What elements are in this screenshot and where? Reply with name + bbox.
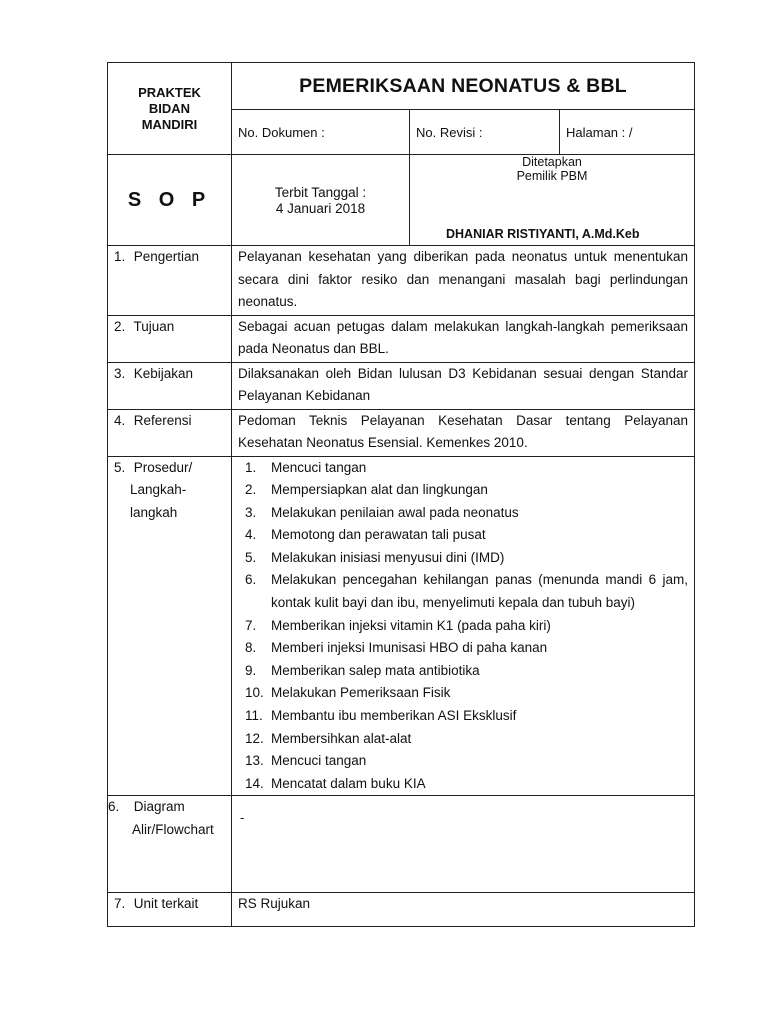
step-number: 11. bbox=[245, 708, 263, 724]
procedure-step bbox=[232, 773, 694, 796]
step-text: Memberikan salep mata antibiotika bbox=[271, 662, 480, 678]
step-text: Mencuci tangan bbox=[271, 459, 367, 475]
signatory-name: DHANIAR RISTIYANTI, A.Md.Keb bbox=[446, 227, 640, 241]
row-label-text: Pengertian bbox=[133, 249, 200, 264]
diagram-text: - bbox=[232, 796, 695, 893]
step-number: 2. bbox=[245, 482, 257, 498]
ditetapkan-cell bbox=[410, 155, 695, 246]
procedure-steps-list bbox=[232, 457, 694, 796]
step-number: 8. bbox=[245, 640, 257, 656]
terbit-label: Terbit Tanggal : bbox=[274, 185, 367, 200]
procedure-step bbox=[232, 728, 694, 751]
tujuan-text: Sebagai acuan petugas dalam melakukan langkah-langkah pemeriksaan pada Neonatus dan BBL. bbox=[232, 315, 695, 362]
row-label-prosedur bbox=[108, 456, 232, 796]
document-title: PEMERIKSAAN NEONATUS & BBL bbox=[232, 63, 695, 110]
step-text: Memberi injeksi Imunisasi HBO di paha kanan bbox=[271, 640, 548, 656]
step-text: Melakukan Pemeriksaan Fisik bbox=[271, 685, 451, 701]
step-text: Memberikan injeksi vitamin K1 (pada paha kiri) bbox=[271, 617, 551, 633]
row-label-text: Langkah- bbox=[130, 482, 187, 497]
row-number: 1. bbox=[114, 249, 126, 264]
row-number: 4. bbox=[114, 412, 126, 428]
step-number: 4. bbox=[245, 527, 257, 543]
row-label-text: Diagram bbox=[133, 799, 185, 815]
procedure-step bbox=[232, 569, 694, 614]
step-text: Mempersiapkan alat dan lingkungan bbox=[271, 482, 488, 498]
row-number: 2. bbox=[114, 318, 126, 334]
procedure-step bbox=[232, 457, 694, 480]
row-label-text: langkah bbox=[130, 504, 178, 520]
row-label-text: Tujuan bbox=[133, 318, 175, 334]
step-number: 1. bbox=[245, 459, 257, 475]
no-revisi: No. Revisi : bbox=[410, 110, 560, 155]
step-number: 13. bbox=[245, 753, 264, 769]
row-label-text: Unit terkait bbox=[133, 896, 199, 912]
row-label-kebijakan bbox=[108, 362, 232, 409]
pemilik-label: Pemilik PBM bbox=[516, 169, 588, 183]
step-number: 5. bbox=[245, 549, 257, 565]
referensi-text: Pedoman Teknis Pelayanan Kesehatan Dasar tentang Pelayanan Kesehatan Neonatus Esensial. Kemenkes 2010. bbox=[232, 409, 695, 456]
row-number: 7. bbox=[114, 896, 126, 912]
row-label-diagram bbox=[108, 796, 232, 893]
procedure-step bbox=[232, 637, 694, 660]
org-line-1: PRAKTEK bbox=[138, 85, 201, 100]
step-number: 7. bbox=[245, 617, 257, 633]
procedure-step bbox=[232, 615, 694, 638]
procedure-step bbox=[232, 479, 694, 502]
step-number: 3. bbox=[245, 504, 257, 520]
terbit-date: 4 Januari 2018 bbox=[275, 201, 366, 216]
no-dokumen: No. Dokumen : bbox=[232, 110, 410, 155]
procedure-step bbox=[232, 682, 694, 705]
kebijakan-text: Dilaksanakan oleh Bidan lulusan D3 Kebidanan sesuai dengan Standar Pelayanan Kebidanan bbox=[232, 362, 695, 409]
org-line-2: BIDAN bbox=[148, 101, 191, 116]
step-text: Membersihkan alat-alat bbox=[271, 730, 412, 746]
row-label-text: Referensi bbox=[133, 412, 192, 428]
step-text: Mencatat dalam buku KIA bbox=[271, 775, 426, 791]
procedure-step bbox=[232, 547, 694, 570]
row-number: 3. bbox=[114, 365, 126, 381]
step-number: 9. bbox=[245, 662, 257, 678]
step-number: 12. bbox=[245, 730, 264, 746]
step-text: Melakukan penilaian awal pada neonatus bbox=[271, 504, 519, 520]
sop-document bbox=[107, 62, 694, 927]
row-label-text: Kebijakan bbox=[133, 365, 194, 381]
prosedur-steps-cell bbox=[232, 456, 695, 796]
unit-text: RS Rujukan bbox=[232, 893, 695, 927]
step-text: Mencuci tangan bbox=[271, 753, 367, 769]
step-number: 10. bbox=[245, 685, 264, 701]
step-text: Melakukan pencegahan kehilangan panas (menunda mandi 6 jam, kontak kulit bayi dan ibu, menyelimuti kepala dan tubuh bayi) bbox=[271, 572, 688, 611]
row-label-text: Alir/Flowchart bbox=[132, 821, 214, 837]
step-text: Memotong dan perawatan tali pusat bbox=[271, 527, 486, 543]
org-line-3: MANDIRI bbox=[141, 117, 198, 132]
procedure-step bbox=[232, 524, 694, 547]
step-text: Membantu ibu memberikan ASI Eksklusif bbox=[271, 708, 517, 724]
ditetapkan-label: Ditetapkan bbox=[522, 155, 582, 169]
row-number: 5. bbox=[114, 459, 126, 475]
step-text: Melakukan inisiasi menyusui dini (IMD) bbox=[271, 549, 505, 565]
procedure-step bbox=[232, 502, 694, 525]
row-label-pengertian bbox=[108, 246, 232, 316]
row-number: 6. bbox=[108, 799, 120, 815]
terbit-cell bbox=[232, 155, 410, 246]
sop-table bbox=[107, 62, 695, 927]
row-label-unit bbox=[108, 893, 232, 927]
pengertian-text: Pelayanan kesehatan yang diberikan pada neonatus untuk menentukan secara dini faktor resiko dan menangani masalah bagi perlindungan neonatus. bbox=[232, 246, 695, 316]
row-label-referensi bbox=[108, 409, 232, 456]
halaman: Halaman : / bbox=[560, 110, 695, 155]
procedure-step bbox=[232, 660, 694, 683]
org-name-cell bbox=[108, 63, 232, 155]
step-number: 14. bbox=[245, 775, 264, 791]
sop-label: S O P bbox=[108, 155, 232, 246]
row-label-tujuan bbox=[108, 315, 232, 362]
procedure-step bbox=[232, 705, 694, 728]
step-number: 6. bbox=[245, 572, 257, 588]
procedure-step bbox=[232, 750, 694, 773]
row-label-text: Prosedur/ bbox=[133, 459, 193, 475]
